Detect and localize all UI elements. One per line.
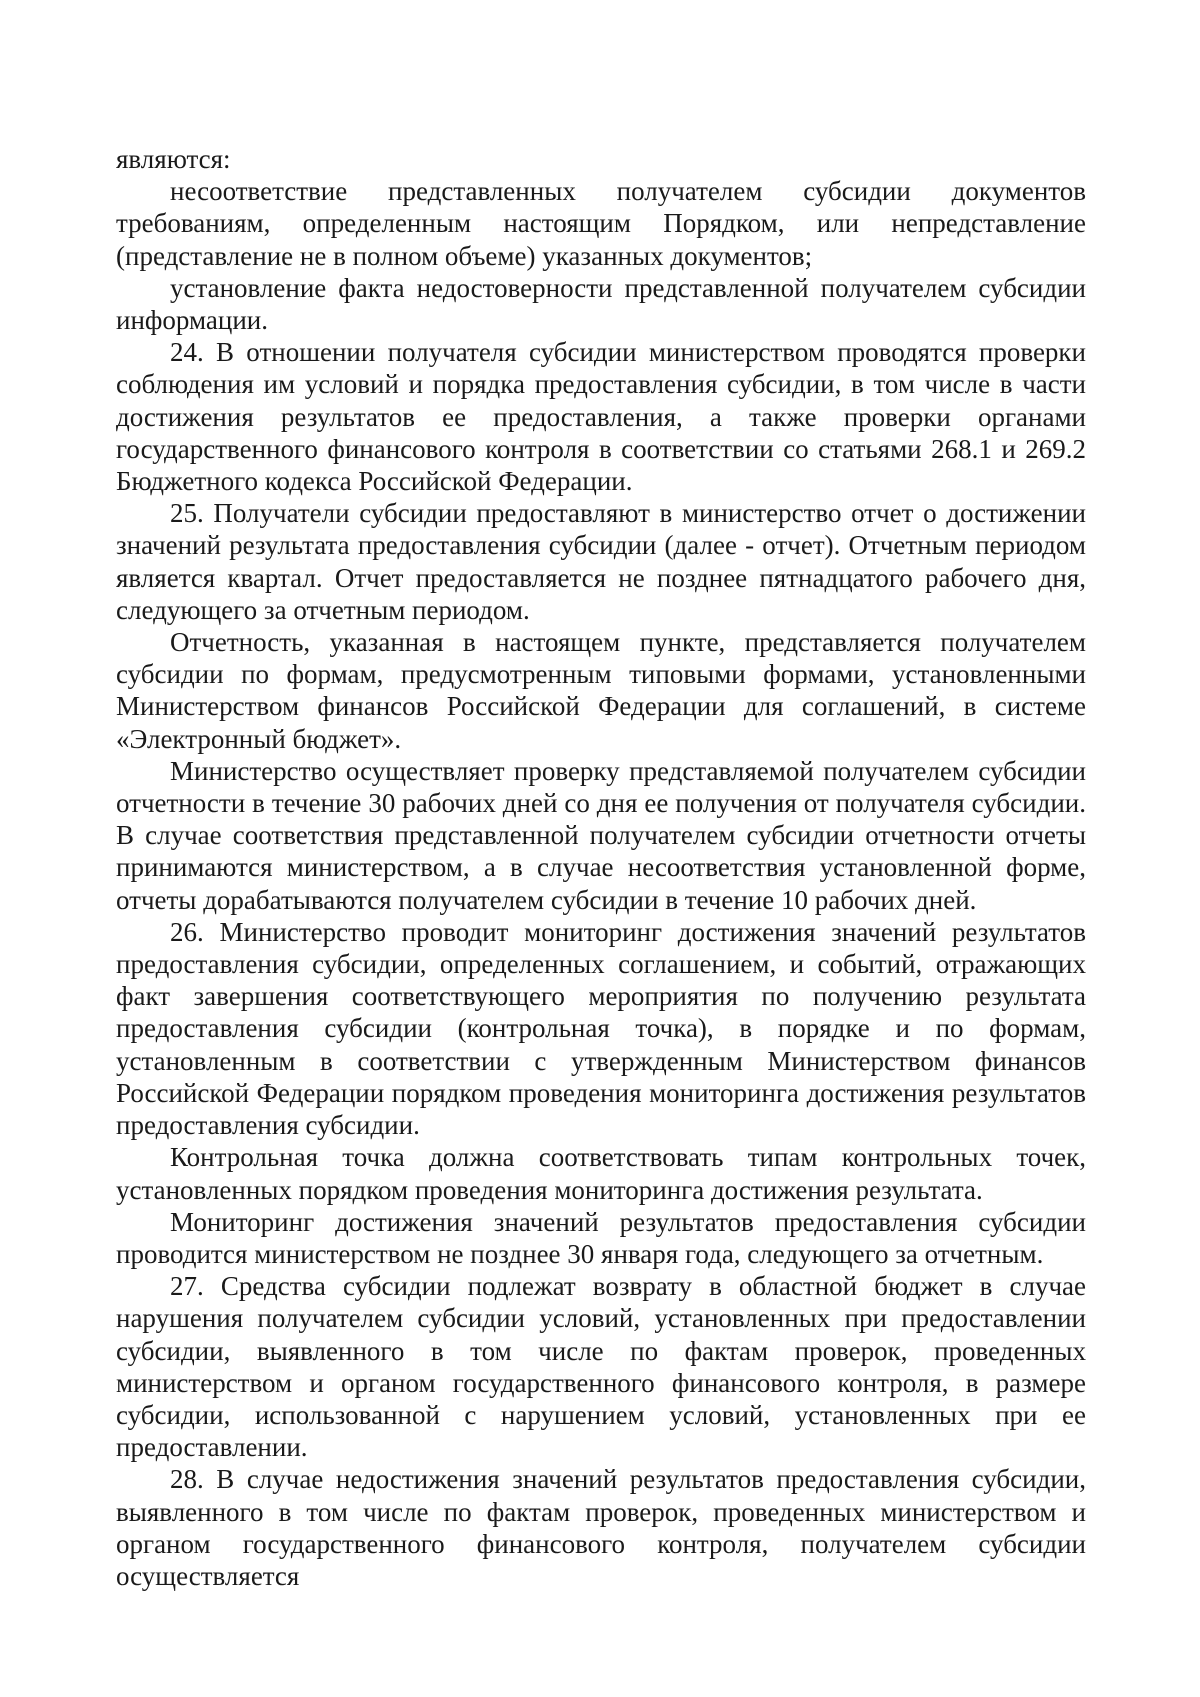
paragraph: являются: (116, 144, 231, 174)
paragraph-item-28: 28. В случае недостижения значений результатов предоставления субсидии, выявленного в том числе по фактам проверок, проведенных министерством и органом государственного финансового контроля, получателем субсидии осуществляется (116, 1464, 1086, 1591)
paragraph: Отчетность, указанная в настоящем пункте, представляется получателем субсидии по формам, предусмотренным типовыми формами, установленными Министерством финансов Российской Федерации для соглашений, в системе «Электронный бюджет». (116, 627, 1086, 754)
paragraph: Мониторинг достижения значений результатов предоставления субсидии проводится министерством не позднее 30 января года, следующего за отчетным. (116, 1206, 1086, 1269)
paragraph-item-27: 27. Средства субсидии подлежат возврату в областной бюджет в случае нарушения получателем субсидии условий, установленных при предоставлении субсидии, выявленного в том числе по фактам проверок, проведенных министерством и органом государственного финансового контроля, в размере субсидии, использованной с нарушением условий, установленных при ее предоставлении. (116, 1271, 1086, 1463)
document-page (116, 143, 1086, 1592)
paragraph: установление факта недостоверности представленной получателем субсидии информации. (116, 272, 1086, 336)
paragraph-item-25: 25. Получатели субсидии предоставляют в министерство отчет о достижении значений результата предоставления субсидии (далее - отчет). Отчетным периодом является квартал. Отчет предоставляется не позднее пятнадцатого рабочего дня, следующего за отчетным периодом. (116, 498, 1086, 625)
paragraph-item-26: 26. Министерство проводит мониторинг достижения значений результатов предоставления субсидии, определенных соглашением, и событий, отражающих факт завершения соответствующего мероприятия по получению результата предоставления субсидии (контрольная точка), в порядке и по формам, установленным в соответствии с утвержденным Министерством финансов Российской Федерации порядком проведения мониторинга достижения результатов предоставления субсидии. (116, 916, 1086, 1141)
paragraph-item-24: 24. В отношении получателя субсидии министерством проводятся проверки соблюдения им условий и порядка предоставления субсидии, в том числе в части достижения результатов ее предоставления, а также проверки органами государственного финансового контроля в соответствии со статьями 268.1 и 269.2 Бюджетного кодекса Российской Федерации. (116, 337, 1086, 497)
paragraph: Министерство осуществляет проверку представляемой получателем субсидии отчетности в течение 30 рабочих дней со дня ее получения от получателя субсидии. В случае соответствия представленной получателем субсидии отчетности отчеты принимаются министерством, а в случае несоответствия установленной форме, отчеты дорабатываются получателем субсидии в течение 10 рабочих дней. (116, 755, 1086, 915)
paragraph: Контрольная точка должна соответствовать типам контрольных точек, установленных порядком проведения мониторинга достижения результата. (116, 1142, 1086, 1205)
paragraph: несоответствие представленных получателем субсидии документов требованиям, определенным настоящим Порядком, или непредставление (представление не в полном объеме) указанных документов; (116, 176, 1086, 271)
